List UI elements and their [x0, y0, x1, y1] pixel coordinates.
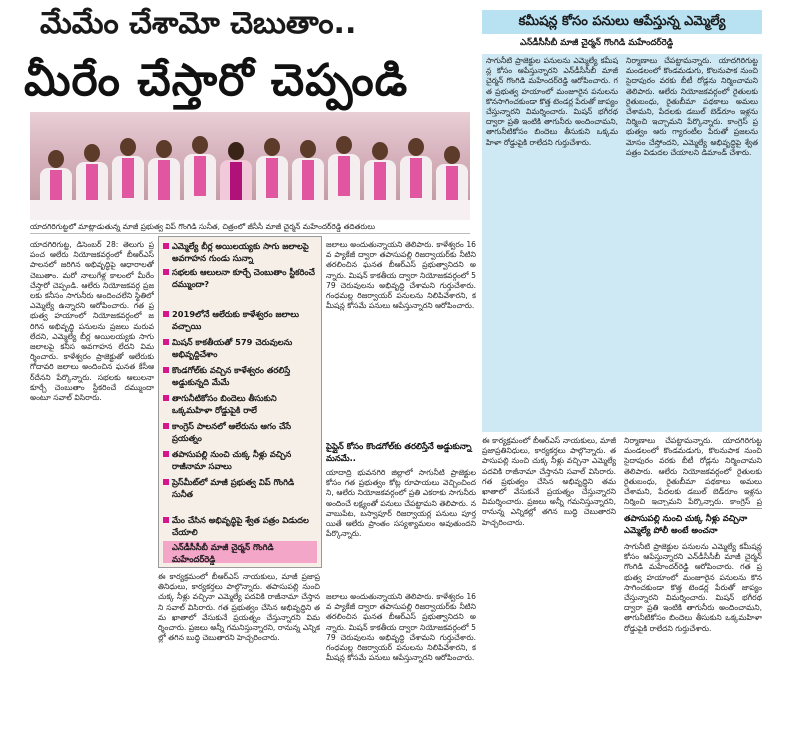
body-column-bottom-2: జలాలు అందుతున్నాయని తెలిపారు. కాళేశ్వరం 16వ ప్యాకేజీ ద్వారా తపాసుపల్లి రిజర్వాయర్‌కు నీటిని తరలించిన ఘనత బీఆర్ఎస్ ప్రభుత్వానిదని అన్నారు. మిషన్ కాకతీయ ద్వారా నియోజకవర్గంలో 579 చెరువులను అభివృద్ధి చేశామని గుర్తుచేశారు. గంధమల్ల రిజర్వాయర్ పనులను నిలిపివేశారని, కమీషన్ల కోసమే పనులు ఆపేస్తున్నారని ఆరోపించారు.: [326, 592, 476, 663]
highlights-box: [158, 236, 322, 568]
highlight-item: మిషన్ కాకతీయతో 579 చెరువులను అభివృద్ధిచేశాం: [163, 337, 317, 360]
body-column-1: యాదగిరిగుట్ట, డిసెంబర్ 28: తెలుగు ప్రపంచ ఆలేరు నియోజకవర్గంలో బీఆర్ఎస్ పాలనలో జరిగిన అభివృద్ధిపై ఆధారాలతో చెబుతాం. మరో నాలుగేళ్ల కాలంలో మీరేం చేస్తారో చెప్పండి. ఆలేరు నియోజకవర్గ ప్రజలకు కనీసం సాగునీరు అందించలేని స్థితిలో ఎమ్మెల్యే ఉన్నారని ఆరోపించారు. గత ప్రభుత్వ హయాంలో నియోజకవర్గంలో జరిగిన అభివృద్ధి పనులను ప్రజలు మరువలేదని, ఎమ్మెల్యే బీర్ల అయిలయ్యకు సాగు జలాలపై కనీస అవగాహన లేదని విమర్శించారు. కాళేశ్వరం ప్రాజెక్టుతో ఆలేరుకు గోదావరి జలాలు అందించిన ఘనత కేసీఆర్‌దేనని పేర్కొన్నారు. సభలకు ఆలులనా కూర్చే చెంబుతాం స్టీకరించే దమ్ముందా అంటూ సవాల్ విసిరారు.: [30, 240, 154, 403]
subhead-right: తపాసుపల్లి నుంచి చుక్క నీళ్లు వచ్చినా ఎమ్మెల్యే పోలీ అంటే అంచనా: [624, 513, 748, 535]
body-column-2: జలాలు అందుతున్నాయని తెలిపారు. కాళేశ్వరం 16వ ప్యాకేజీ ద్వారా తపాసుపల్లి రిజర్వాయర్‌కు నీటిని తరలించిన ఘనత బీఆర్ఎస్ ప్రభుత్వానిదని అన్నారు. మిషన్ కాకతీయ ద్వారా నియోజకవర్గంలో 579 చెరువులను అభివృద్ధి చేశామని గుర్తుచేశారు. గంధమల్ల రిజర్వాయర్ పనులను నిలిపివేశారని, కమీషన్ల కోసమే పనులు ఆపేస్తున్నారని ఆరోపించారు.: [326, 240, 476, 311]
body-column-right-2: నిర్మాణాలు చేపట్టామన్నారు. యాదగిరిగుట్ట మండలంలో కొండమడుగు, కొలనుపాక నుంచి సైదాపురం వరకు బీటీ రోడ్లను నిర్మించామని తెలిపారు. ఆలేరు నియోజకవర్గంలో రైతులకు రైతుబంధు, రైతుబీమా పథకాలు అమలు చేశామని, పేదలకు డబుల్ బెడ్‌రూం ఇళ్లను నిర్మించి ఇచ్చామని పేర్కొన్నారు. కాంగ్రెస్ ప్ర: [624, 436, 762, 506]
highlight-item: తాగునీటికోసం బిందెలు తీసుకుని ఒక్కమహిళా రోడ్డుపైకి రాలే: [163, 393, 317, 416]
sidebar-column-1: సాగునీటి ప్రాజెక్టుల పనులను ఎమ్మెల్యే కమీషన్ల కోసం ఆపేస్తున్నారని ఎన్‌డీసీసీబీ మాజీ చైర్మన్ గొంగిడి మహేందర్‌రెడ్డి ఆరోపించారు. గత ప్రభుత్వ హయాంలో మంజూరైన పనులను కొనసాగించకుండా కొత్త టెండర్ల పేరుతో జాప్యం చేస్తున్నారని విమర్శించారు. మిషన్ భగీరథ ద్వారా ప్రతి ఇంటికి తాగునీరు అందించామని, తాగునీటికోసం బిందెలు తీసుకుని ఒక్కమహిళా రోడ్డుపైకి రాలేదని గుర్తుచేశారు.: [486, 56, 618, 147]
highlight-item: ఎన్‌డీసీసీబీ మాజీ చైర్మన్ గొంగిడి మహేందర్‌రెడ్డి: [172, 542, 274, 564]
body-column-bottom: ఈ కార్యక్రమంలో బీఆర్ఎస్ నాయకులు, మాజీ ప్రజాప్రతినిధులు, కార్యకర్తలు పాల్గొన్నారు. తపాసుపల్లి నుంచి చుక్క నీళ్లు వచ్చినా ఎమ్మెల్యే పదవికి రాజీనామా చేస్తానని సవాల్ విసిరారు. గత ప్రభుత్వం చేసిన అభివృద్ధిని తమ ఖాతాలో వేసుకునే ప్రయత్నం చేస్తున్నారని విమర్శించారు. ప్రజలు అన్నీ గమనిస్తున్నారని, రానున్న ఎన్నికల్లో తగిన బుద్ధి చెబుతారని హెచ్చరించారు.: [158, 572, 320, 643]
body-column-2b: యాదాద్రి భువనగిరి జిల్లాలో సాగునీటి ప్రాజెక్టుల కోసం గత ప్రభుత్వం కోట్ల రూపాయలు వెచ్చించిందని, ఆలేరు నియోజకవర్గంలో ప్రతి ఎకరాకు సాగునీరు అందించే లక్ష్యంతో పనులు చేపట్టామని తెలిపారు. నవాబుపేట, బస్వాపూర్ రిజర్వాయర్ల పనులు పూర్తయితే ఆలేరు ప్రాంతం సస్యశ్యామలం అవుతుందని పేర్కొన్నారు.: [326, 468, 476, 539]
highlight-item: కొండగోల్‌కు వచ్చిన కాళేశ్వరం తరలిస్తే అడ్డుకున్నది మేమే: [163, 365, 317, 388]
photo-caption: యాదగిరిగుట్టలో మాట్లాడుతున్న మాజీ ప్రభుత్వ విప్ గొంగిడి సునీత, చిత్రంలో జీసీసీ మాజీ చైర్మన్ మహేందర్‌రెడ్డి తదితరులు: [30, 221, 470, 234]
body-column-right-1: ఈ కార్యక్రమంలో బీఆర్ఎస్ నాయకులు, మాజీ ప్రజాప్రతినిధులు, కార్యకర్తలు పాల్గొన్నారు. తపాసుపల్లి నుంచి చుక్క నీళ్లు వచ్చినా ఎమ్మెల్యే పదవికి రాజీనామా చేస్తానని సవాల్ విసిరారు. గత ప్రభుత్వం చేసిన అభివృద్ధిని తమ ఖాతాలో వేసుకునే ప్రయత్నం చేస్తున్నారని విమర్శించారు. ప్రజలు అన్నీ గమనిస్తున్నారని, రానున్న ఎన్నికల్లో తగిన బుద్ధి చెబుతారని హెచ్చరించారు.: [482, 436, 616, 527]
highlight-item: మేం చేసిన అభివృద్ధిపై శ్వేత పత్రం విడుదల చేయాలి: [163, 515, 317, 538]
subhead-mid: పైప్లైన్ కోసం కొండగోల్‌కు తరలిస్తేనే అడ్డుకున్నా మనమే..: [326, 441, 472, 463]
highlight-item: తపాసుపల్లి నుంచి చుక్క నీళ్లు వచ్చిన రాజీనామా సవాలు: [163, 449, 317, 472]
highlight-item: ప్రెస్‌మీట్‌లో మాజీ ప్రభుత్వ విప్ గొంగిడి సునీత: [163, 477, 317, 512]
headline-line1: మేమేం చేశామో చెబుతాం..: [40, 6, 357, 41]
highlight-item: 2019లోనే ఆలేరుకు కాళేశ్వరం జలాలు వచ్చాయి: [163, 309, 317, 332]
sidebar-subtitle: ఎన్‌డీసీసీబీ మాజీ చైర్మన్ గొంగిడి మహేందర్‌రెడ్డి: [520, 38, 674, 48]
sidebar-column-2: నిర్మాణాలు చేపట్టామన్నారు. యాదగిరిగుట్ట మండలంలో కొండమడుగు, కొలనుపాక నుంచి సైదాపురం వరకు బీటీ రోడ్లను నిర్మించామని తెలిపారు. ఆలేరు నియోజకవర్గంలో రైతులకు రైతుబంధు, రైతుబీమా పథకాలు అమలు చేశామని, పేదలకు డబుల్ బెడ్‌రూం ఇళ్లను నిర్మించి ఇచ్చామని పేర్కొన్నారు. కాంగ్రెస్ ప్రభుత్వం ఆరు గ్యారంటీల పేరుతో ప్రజలను మోసం చేస్తోందని, ఎమ్మెల్యే అభివృద్ధిపై శ్వేత పత్రం విడుదల చేయాలని డిమాండ్ చేశారు.: [626, 56, 758, 157]
highlight-item: కాంగ్రెస్ పాలనలో ఆలేరును ఆగం చేసే ప్రయత్నం: [163, 421, 317, 444]
sidebar-title: కమీషన్ల కోసం పనులు ఆపేస్తున్న ఎమ్మెల్యే: [482, 10, 762, 34]
headline-line2: మీరేం చేస్తారో చెప్పండి: [24, 55, 409, 106]
highlight-item: ఎమ్మెల్యే బీర్ల అయిలయ్యకు సాగు జలాలపై అవగాహన గుండు సున్నా: [163, 241, 317, 264]
news-photo: [30, 112, 470, 220]
highlight-item: సభలకు ఆలులనా కూర్చే చెంబుతాం స్టీకరించే దమ్ముందా?: [163, 267, 317, 290]
body-column-right-3: సాగునీటి ప్రాజెక్టుల పనులను ఎమ్మెల్యే కమీషన్ల కోసం ఆపేస్తున్నారని ఎన్‌డీసీసీబీ మాజీ చైర్మన్ గొంగిడి మహేందర్‌రెడ్డి ఆరోపించారు. గత ప్రభుత్వ హయాంలో మంజూరైన పనులను కొనసాగించకుండా కొత్త టెండర్ల పేరుతో జాప్యం చేస్తున్నారని విమర్శించారు. మిషన్ భగీరథ ద్వారా ప్రతి ఇంటికి తాగునీరు అందించామని, తాగునీటికోసం బిందెలు తీసుకుని ఒక్కమహిళా రోడ్డుపైకి రాలేదని గుర్తుచేశారు.: [624, 542, 762, 633]
